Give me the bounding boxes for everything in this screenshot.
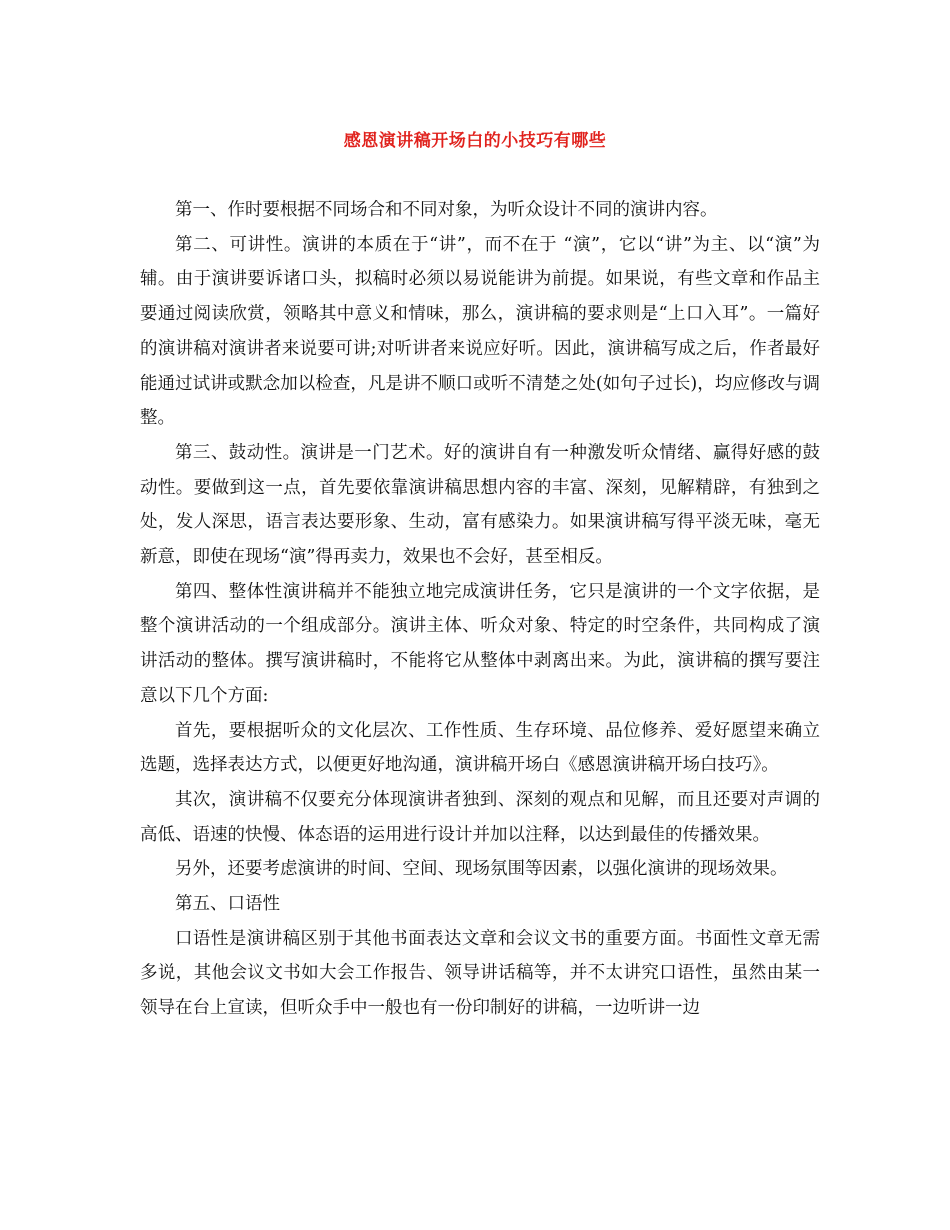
document-body <box>140 193 820 1026</box>
document-title: 感恩演讲稿开场白的小技巧有哪些 <box>343 131 607 151</box>
paragraph: 第三、鼓动性。演讲是一门艺术。好的演讲自有一种激发听众情绪、赢得好感的鼓动性。要做到这一点，首先要依靠演讲稿思想内容的丰富、深刻，见解精辟，有独到之处，发人深思，语言表达要形象、生动，富有感染力。如果演讲稿写得平淡无味，毫无新意，即使在现场“演”得再卖力，效果也不会好，甚至相反。 <box>140 442 820 568</box>
paragraph: 第四、整体性演讲稿并不能独立地完成演讲任务，它只是演讲的一个文字依据，是整个演讲活动的一个组成部分。演讲主体、听众对象、特定的时空条件，共同构成了演讲活动的整体。撰写演讲稿时，不能将它从整体中剥离出来。为此，演讲稿的撰写要注意以下几个方面: <box>140 581 820 706</box>
paragraph: 第五、口语性 <box>175 894 280 915</box>
paragraph: 首先，要根据听众的文化层次、工作性质、生存环境、品位修养、爱好愿望来确立选题，选择表达方式，以便更好地沟通，演讲稿开场白《感恩演讲稿开场白技巧》。 <box>140 720 820 776</box>
paragraph: 第一、作时要根据不同场合和不同对象，为听众设计不同的演讲内容。 <box>175 200 718 220</box>
paragraph: 口语性是演讲稿区别于其他书面表达文章和会议文书的重要方面。书面性文章无需多说，其他会议文书如大会工作报告、领导讲话稿等，并不太讲究口语性，虽然由某一领导在台上宣读，但听众手中一般也有一份印制好的讲稿，一边听讲一边 <box>140 928 820 1019</box>
paragraph: 另外，还要考虑演讲的时间、空间、现场氛围等因素，以强化演讲的现场效果。 <box>175 859 788 880</box>
paragraph: 第二、可讲性。演讲的本质在于“讲”，而不在于 “演”，它以“讲”为主、以“演”为辅。由于演讲要诉诸口头，拟稿时必须以易说能讲为前提。如果说，有些文章和作品主要通过阅读欣赏，领略其中意义和情味，那么，演讲稿的要求则是“上口入耳”。一篇好的演讲稿对演讲者来说要可讲;对听讲者来说应好听。因此，演讲稿写成之后，作者最好能通过试讲或默念加以检查，凡是讲不顺口或听不清楚之处(如句子过长)，均应修改与调整。 <box>140 234 820 429</box>
paragraph: 其次，演讲稿不仅要充分体现演讲者独到、深刻的观点和见解，而且还要对声调的高低、语速的快慢、体态语的运用进行设计并加以注释，以达到最佳的传播效果。 <box>140 789 820 845</box>
